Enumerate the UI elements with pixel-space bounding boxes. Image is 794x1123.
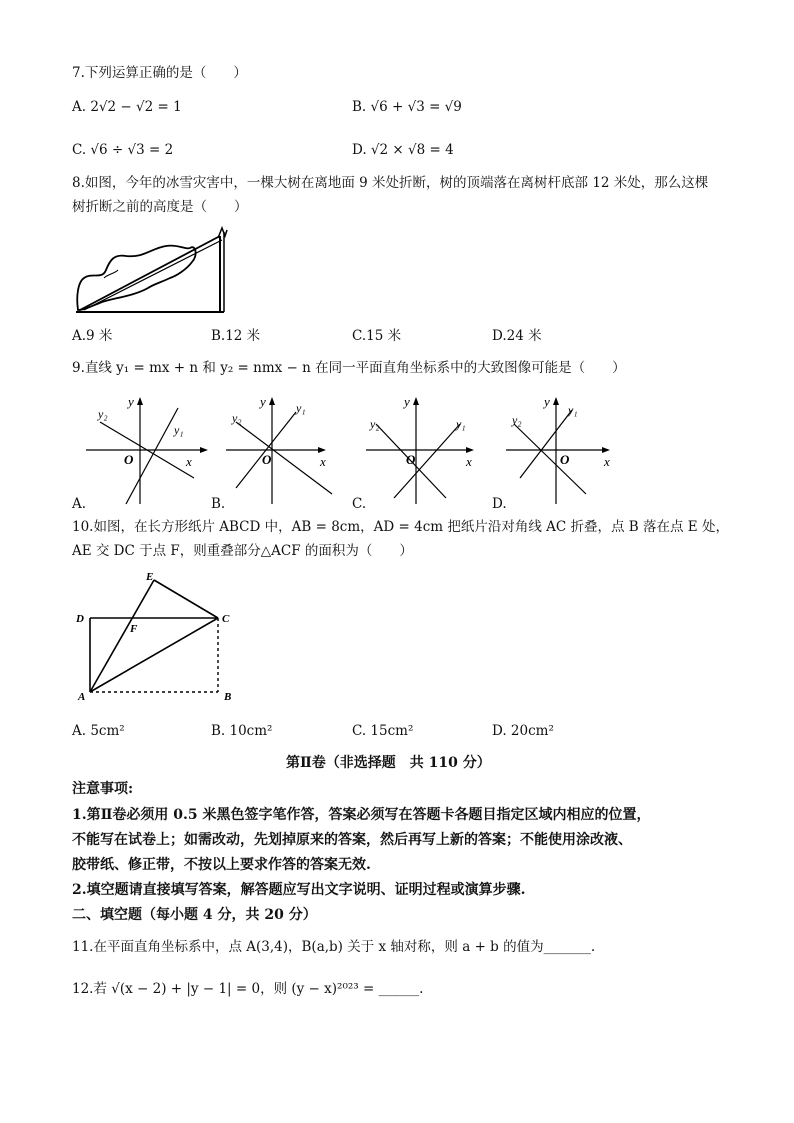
part-2-title: 二、填空题（每小题 4 分，共 20 分） <box>72 907 317 923</box>
q9-b-origin: O <box>262 452 272 467</box>
q9-graph-d <box>506 394 636 506</box>
q10-label-c: C <box>222 613 230 625</box>
q10-label-d: D <box>76 613 84 625</box>
q8-stem-line1: 8.如图，今年的冰雪灾害中，一棵大树在离地面 9 米处折断，树的顶端落在离树杆底部 12 米处，那么这棵 <box>72 175 709 191</box>
q9-graph-c <box>366 394 496 506</box>
q10-label-a: A <box>78 691 86 703</box>
q7-stem: 7.下列运算正确的是（ ） <box>72 65 247 81</box>
q8-option-d: D.24 米 <box>492 328 542 344</box>
q9-graph-b <box>226 394 356 506</box>
q9-b-y2: y₂ <box>232 411 242 425</box>
q9-c-y1: y₁ <box>456 417 466 431</box>
notice-1-line2: 不能写在试卷上；如需改动，先划掉原来的答案，然后再写上新的答案；不能使用涂改液、 <box>72 832 632 848</box>
q9-c-origin: O <box>406 452 416 467</box>
q10-folded-rectangle-figure <box>72 568 252 708</box>
section-2-title: 第Ⅱ卷（非选择题 共 110 分） <box>286 755 491 771</box>
q8-stem-line2: 树折断之前的高度是（ ） <box>72 199 248 215</box>
q10-option-b: B. 10cm² <box>211 723 273 739</box>
notice-2: 2.填空题请直接填写答案，解答题应写出文字说明、证明过程或演算步骤. <box>72 882 526 898</box>
q9-d-y2: y₂ <box>512 413 522 427</box>
q10-option-d: D. 20cm² <box>492 723 554 739</box>
q9-option-d: D. <box>492 496 507 512</box>
q9-d-axis-y: y <box>544 394 550 409</box>
q9-a-axis-y: y <box>128 394 134 409</box>
q9-c-y2: y₂ <box>370 417 380 431</box>
q9-a-origin: O <box>124 452 134 467</box>
q9-a-axis-x: x <box>186 454 192 469</box>
q9-option-c: C. <box>352 496 367 512</box>
q10-option-c: C. 15cm² <box>352 723 414 739</box>
q9-b-axis-x: x <box>320 454 326 469</box>
q7-option-c: C. √6 ÷ √3 = 2 <box>72 142 174 158</box>
q9-d-origin: O <box>560 452 570 467</box>
q7-option-d: D. √2 × √8 = 4 <box>352 142 454 158</box>
q10-label-e: E <box>146 571 154 583</box>
notice-1-line3: 胶带纸、修正带，不按以上要求作答的答案无效. <box>72 857 371 873</box>
q9-b-axis-y: y <box>260 394 266 409</box>
q9-d-y1: y₁ <box>568 403 578 417</box>
q8-option-c: C.15 米 <box>352 328 402 344</box>
q8-broken-tree-figure <box>74 226 234 318</box>
q9-c-axis-x: x <box>466 454 472 469</box>
q9-option-a: A. <box>72 496 87 512</box>
notice-heading: 注意事项: <box>72 781 134 797</box>
q12-stem: 12.若 √(x − 2) + |y − 1| = 0，则 (y − x)²⁰²³ = ______. <box>72 981 424 997</box>
q8-option-b: B.12 米 <box>211 328 261 344</box>
q10-label-f: F <box>130 623 138 635</box>
q9-a-y2: y₂ <box>98 407 108 421</box>
q10-stem-line1: 10.如图，在长方形纸片 ABCD 中，AB = 8cm，AD = 4cm 把纸片沿对角线 AC 折叠，点 B 落在点 E 处， <box>72 519 729 535</box>
q10-stem-line2: AE 交 DC 于点 F，则重叠部分△ACF 的面积为（ ） <box>72 543 413 559</box>
q8-option-a: A.9 米 <box>72 328 113 344</box>
q11-stem: 11.在平面直角坐标系中，点 A(3,4)，B(a,b) 关于 x 轴对称，则 a + b 的值为_______. <box>72 939 596 955</box>
q9-stem: 9.直线 y₁ = mx + n 和 y₂ = nmx − n 在同一平面直角坐标系中的大致图像可能是（ ） <box>72 360 626 376</box>
notice-1-line1: 1.第Ⅱ卷必须用 0.5 米黑色签字笔作答，答案必须写在答题卡各题目指定区域内相应的位置， <box>72 807 651 823</box>
q7-option-a: A. 2√2 − √2 = 1 <box>72 99 182 115</box>
q10-option-a: A. 5cm² <box>72 723 125 739</box>
q9-graph-a <box>86 394 216 506</box>
q9-c-axis-y: y <box>404 394 410 409</box>
q9-a-y1: y₁ <box>174 423 184 437</box>
q9-d-axis-x: x <box>604 454 610 469</box>
q9-b-y1: y₁ <box>296 401 306 415</box>
q9-option-b: B. <box>211 496 226 512</box>
q7-option-b: B. √6 + √3 = √9 <box>352 99 462 115</box>
q10-label-b: B <box>224 691 232 703</box>
